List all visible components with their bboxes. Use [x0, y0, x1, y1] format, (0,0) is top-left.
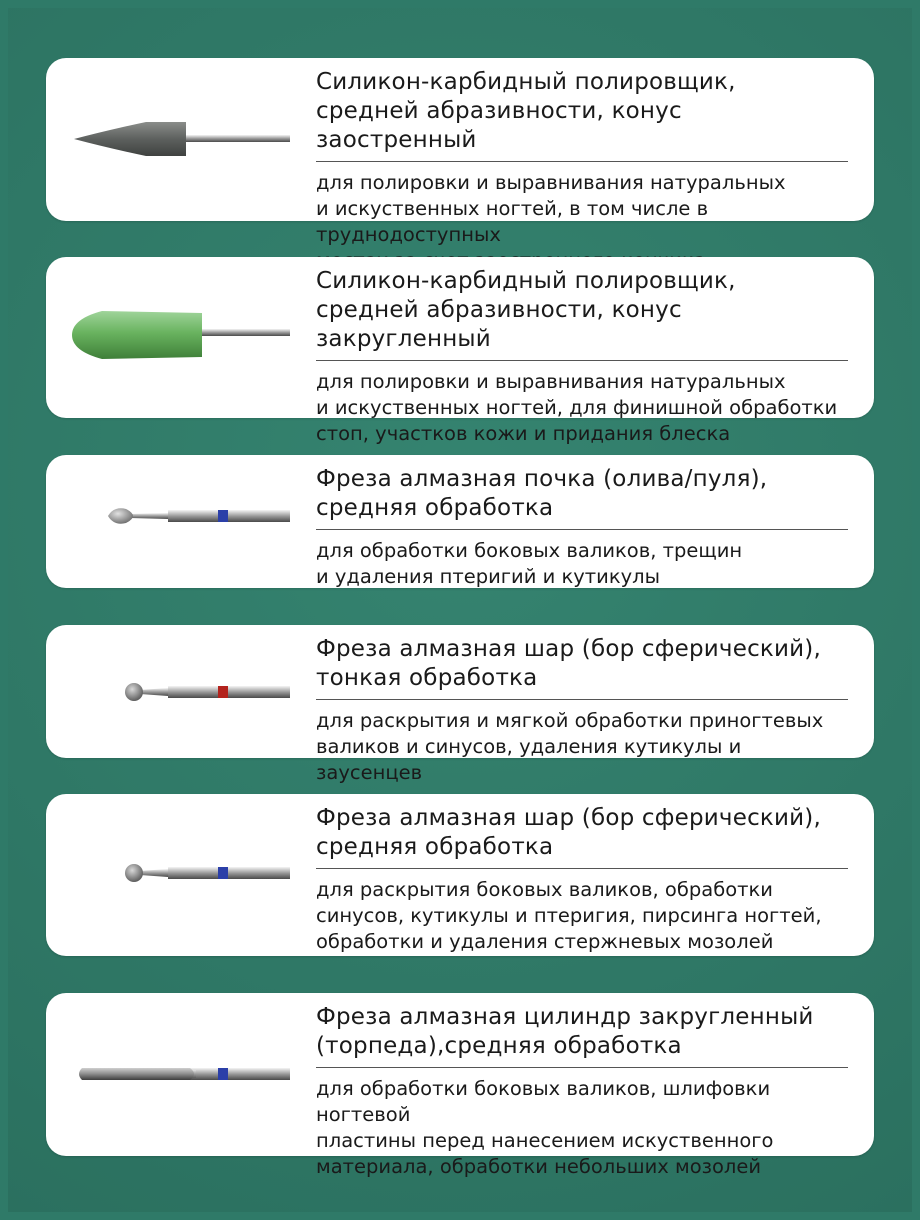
- product-description: для раскрытия боковых валиков, обработки синусов, кутикулы и птеригия, пирсинга ногтей, обработки и удаления стержневых мозолей: [316, 878, 822, 953]
- divider: [316, 1067, 848, 1068]
- product-card: [46, 794, 874, 956]
- product-title: Силикон-карбидный полировщик, средней абразивности, конус заостренный: [316, 69, 736, 153]
- rounded-cone-polisher-icon: [68, 305, 298, 365]
- color-band: [218, 1068, 228, 1080]
- product-title: Фреза алмазная почка (олива/пуля), средняя обработка: [316, 466, 768, 521]
- product-card: [46, 455, 874, 588]
- pointed-cone-polisher-icon: [68, 110, 298, 170]
- ball-diamond-bit-red-icon: [68, 663, 298, 723]
- product-title: Фреза алмазная цилиндр закругленный (торпеда),средняя обработка: [316, 1004, 814, 1059]
- divider: [316, 360, 848, 361]
- color-band: [218, 686, 228, 698]
- divider: [316, 868, 848, 869]
- bud-diamond-bit-icon: [68, 487, 298, 547]
- product-description: для обработки боковых валиков, трещин и удаления птеригий и кутикулы: [316, 539, 743, 588]
- divider: [316, 529, 848, 530]
- product-card: [46, 625, 874, 784]
- color-band: [218, 867, 228, 879]
- ball-diamond-bit-blue-icon: [68, 844, 298, 904]
- color-band: [218, 510, 228, 522]
- cylinder-diamond-bit-icon: [68, 1045, 298, 1105]
- product-title: Силикон-карбидный полировщик, средней абразивности, конус закругленный: [316, 268, 736, 352]
- product-card: [46, 257, 874, 445]
- product-description: для полировки и выравнивания натуральных и искуственных ногтей, в том числе в труднодоступных: [316, 171, 786, 246]
- product-title: Фреза алмазная шар (бор сферический), средняя обработка: [316, 805, 821, 860]
- product-description: для раскрытия и мягкой обработки приногтевых валиков и синусов, удаления кутикулы и заусенцев: [316, 709, 824, 784]
- product-title: Фреза алмазная шар (бор сферический), тонкая обработка: [316, 636, 821, 691]
- divider: [316, 699, 848, 700]
- product-description: для полировки и выравнивания натуральных и искуственных ногтей, для финишной обработки стоп, участков кожи и придания блеска: [316, 370, 838, 445]
- product-description: для обработки боковых валиков, шлифовки ногтевой пластины перед нанесением искуственного материала, обработки небольших мозолей: [316, 1077, 774, 1178]
- product-card: [46, 58, 874, 246]
- divider: [316, 161, 848, 162]
- product-card: [46, 993, 874, 1178]
